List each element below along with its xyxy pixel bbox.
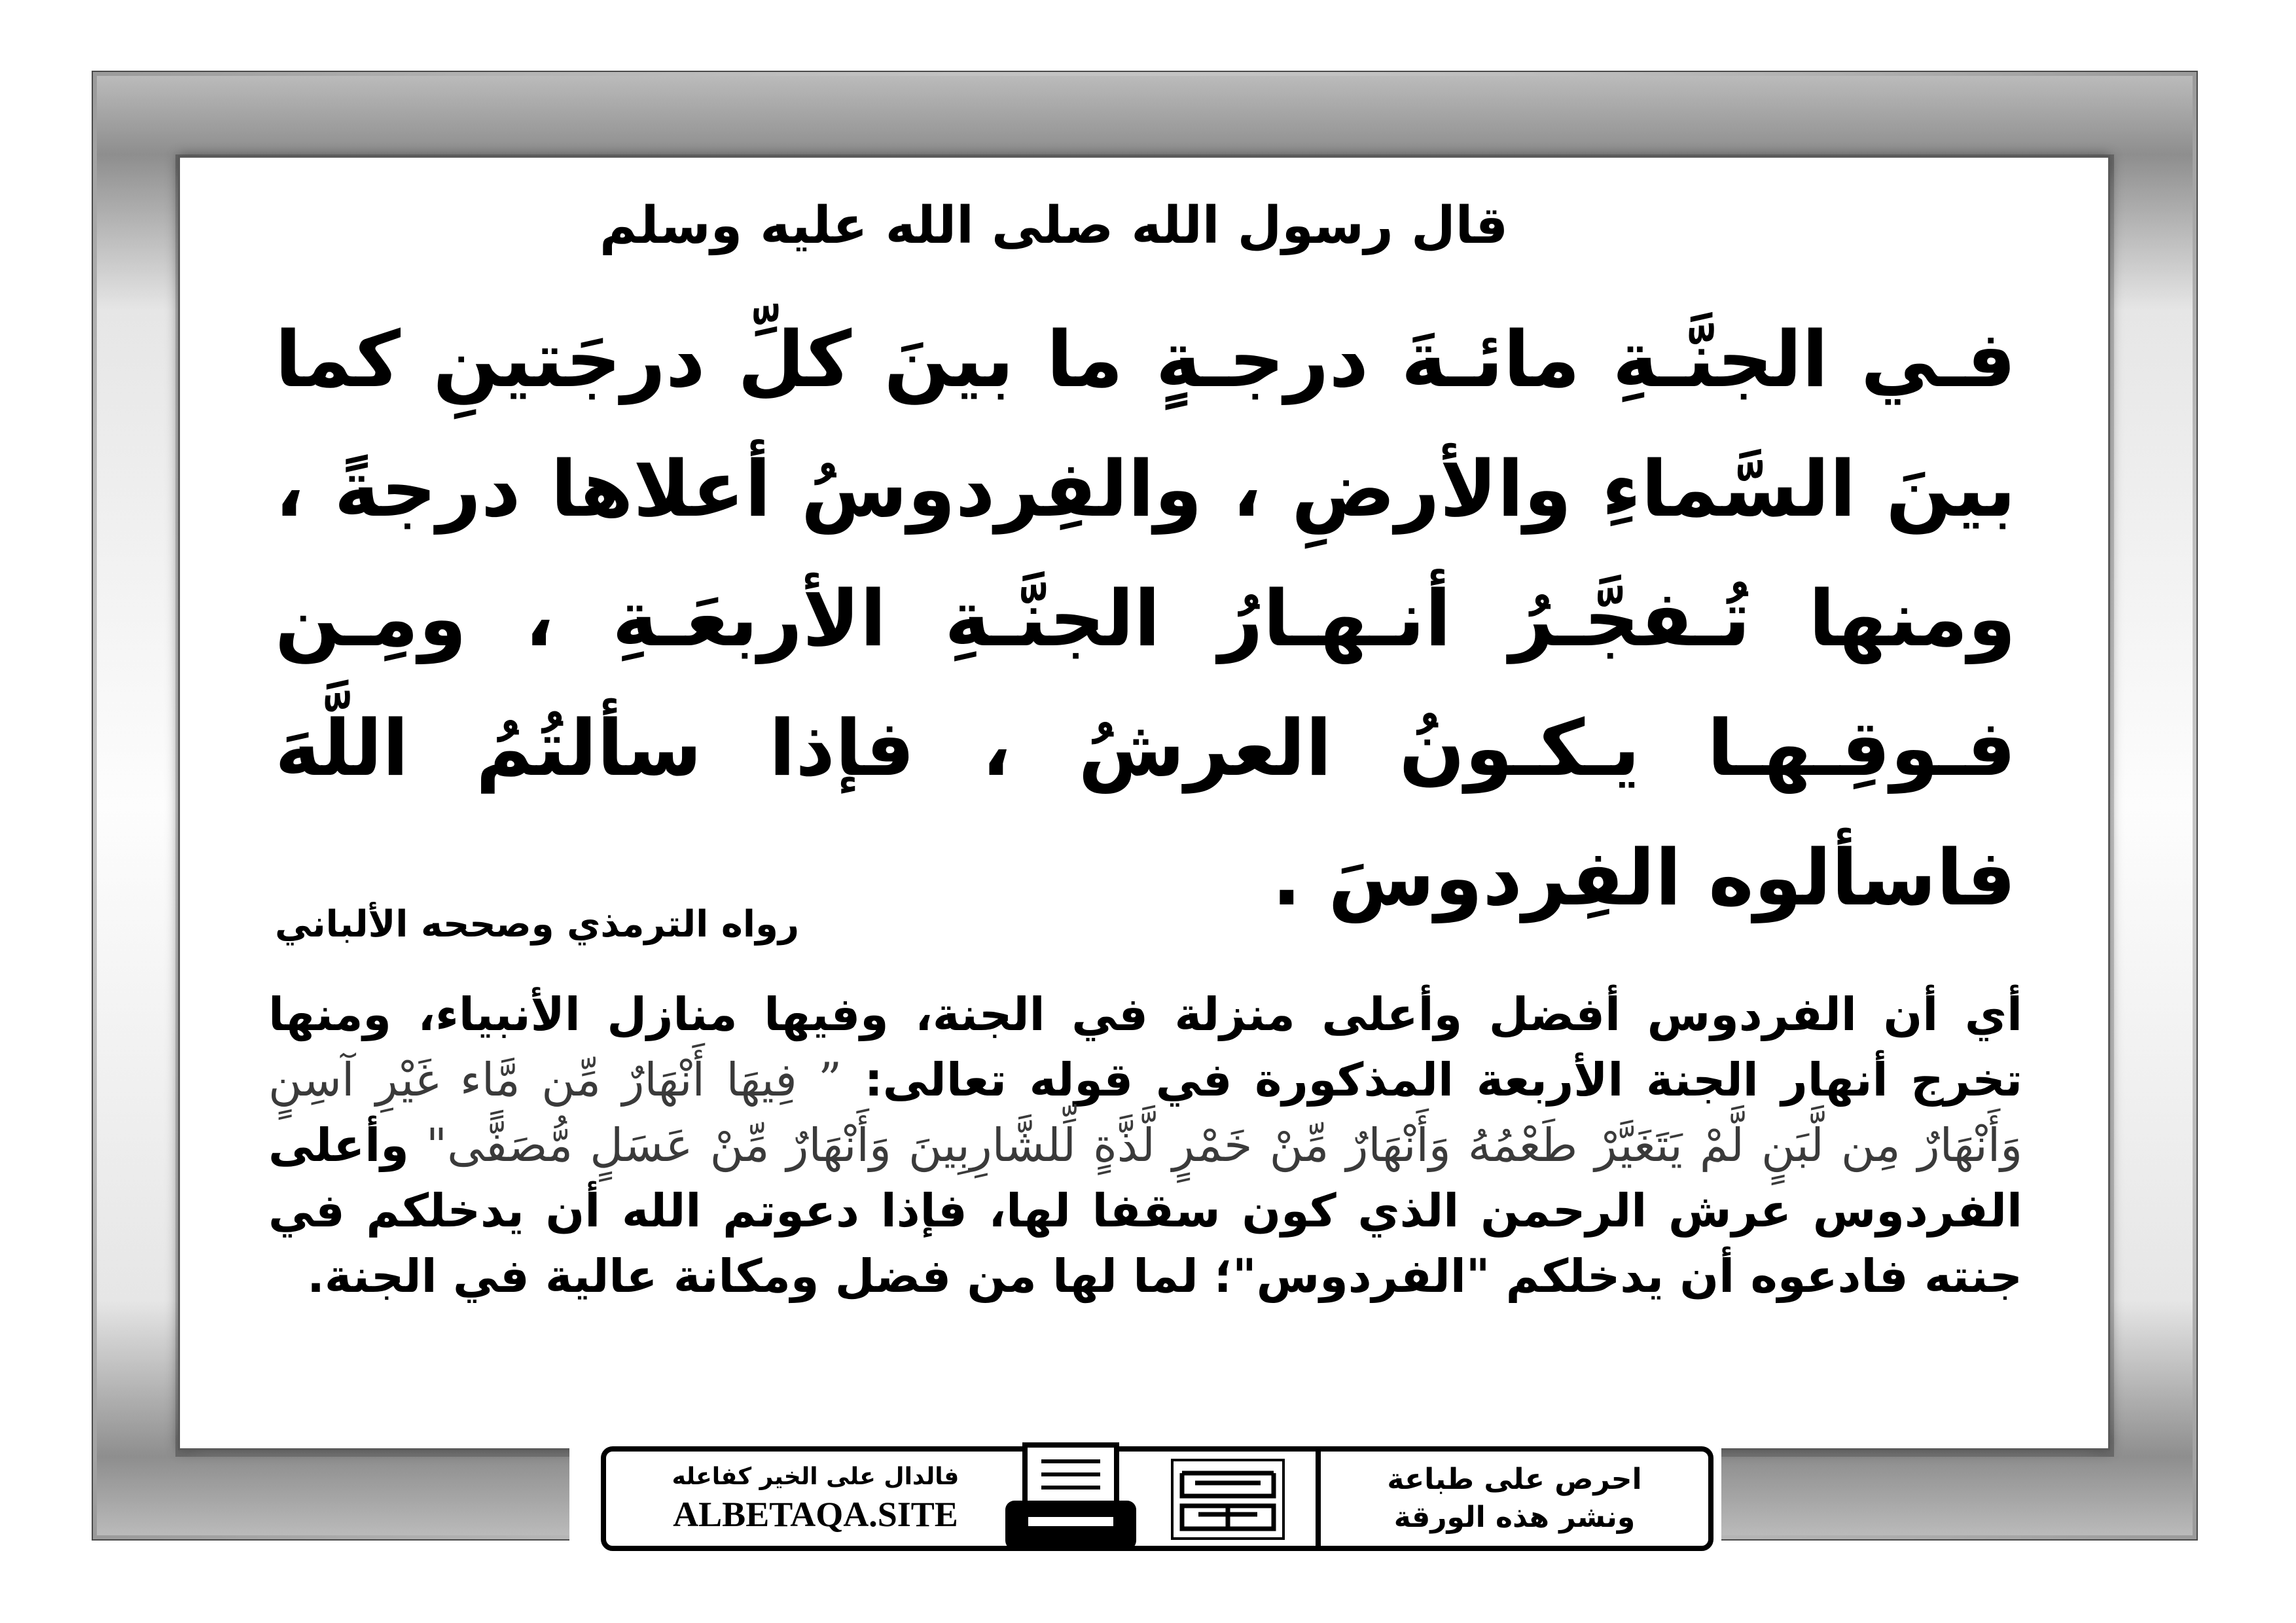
explanation-intro: أي أن الفردوس أفضل وأعلى منزلة في الجنة، وفيها منازل الأنبياء، ومنها تخرج أنهار الجنة الأربعة المذكورة في قوله تعالى:	[268, 988, 2023, 1107]
logo-icon	[1169, 1457, 1287, 1542]
footer-slogan: فالدال على الخير كفاعله	[672, 1463, 960, 1490]
printer-icon	[999, 1438, 1143, 1556]
page-title: قال رسول الله صلى الله عليه وسلم	[599, 196, 1509, 255]
explanation-paragraph	[268, 982, 2022, 1309]
hadith-source	[275, 903, 929, 946]
footer-line-2: ونشر هذه الورقة	[1393, 1501, 1636, 1534]
footer-right	[1316, 1452, 1708, 1546]
source-label: رواه الترمذي وصححه الألباني	[275, 903, 800, 946]
footer-left	[606, 1452, 1025, 1546]
footer-box	[601, 1446, 1713, 1551]
quran-verse: ” فِيهَا أَنْهَارٌ مِّن مَّاء غَيْرِ آسِنٍ وَأَنْهَارٌ مِن لَّبَنٍ لَّمْ يَتَغَيَّرْ طَعْمُهُ وَأَنْهَارٌ مِّنْ خَمْرٍ لَّذَّةٍ لِّلشَّارِبِينَ وَأَنْهَارٌ مِّنْ عَسَلٍ مُّصَفًّى"	[268, 1053, 2022, 1172]
hadith-text: فـي الجنَّـةِ مائـةَ درجـةٍ ما بينَ كلِّ درجَتينِ كما بينَ السَّماءِ والأرضِ ، والفِردوسُ أعلاها درجةً ، ومنها تُـفجَّـرُ أنـهـارُ الجنَّـةِ الأربعَـةِ ، ومِـن فـوقِـهـا يـكـونُ العرشُ ، فإذا سألتُمُ اللَّهَ فاسألوه الفِردوسَ .	[275, 314, 2016, 923]
explanation-outro: وأعلى الفردوس عرش الرحمن الذي كون سقفا لها، فإذا دعوتم الله أن يدخلكم في جنته فادعوه أن يدخلكم "الفردوس"؛ لما لها من فضل ومكانة عالية في الجنة.	[268, 1118, 2022, 1303]
site-link[interactable]: ALBETAQA.SITE	[673, 1494, 958, 1534]
footer-line-1: احرص على طباعة	[1387, 1463, 1642, 1496]
